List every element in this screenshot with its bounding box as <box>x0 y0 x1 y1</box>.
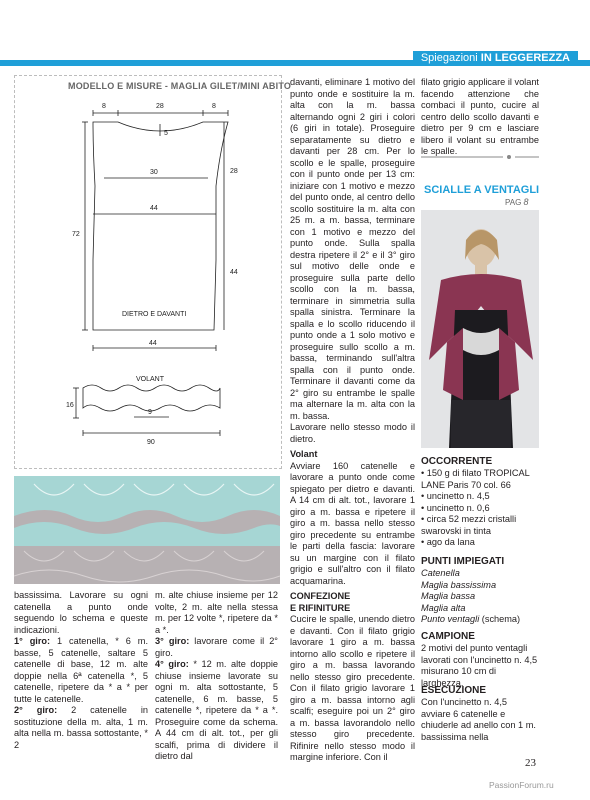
section-tab <box>413 51 578 66</box>
dim-neck-width: 28 <box>156 103 164 110</box>
materials-heading: OCCORRENTE <box>421 456 493 467</box>
section-label: Spiegazioni <box>420 52 478 64</box>
round-3-text: lavorare come il 2° giro. <box>155 636 278 658</box>
section-label-bold: IN LEGGEREZZA <box>480 52 570 64</box>
body-instructions: davanti, eliminare 1 motivo del punto onde e sostituire la m. alta con la m. bassa alternando ogni 2 giri i colori (6 giri in totale). Proseguire separatamente su dietro e davanti per 28 cm. Per lo scollo e le spalle, proseguire con il punto onde per 13 cm: iniziare con 1 motivo e mezzo del punto onde, al centro dello scollo sostituire la m. alta con 25 m. a m. bassa, terminare con 1 motivo e mezzo del punto onde. Sulla spalla destra ripetere il 2° e il 3° giro sul motivo delle onde e proseguire sulla parte dello scollo con la m. bassa, terminare in simmetria sulla spalla sinistra. Terminare la spalla e lo scollo riducendo il punto onde a 1 solo motivo e proseguire sullo scollo a m. bassa, terminando sull'altra spalla con il punto onde. Terminare il davanti come da 2° giro su entrambe le spalle ma alternare la m. alta con la m. bassa. <box>290 77 415 421</box>
materials-item: • ago da lana <box>421 537 475 547</box>
round-2-continued: m. alte chiuse insieme per 12 volte, 2 m. alte nella stessa m. per 12 volte *, ripetere da * a *. <box>155 590 278 635</box>
dim-waist: 44 <box>150 205 158 212</box>
round-1 <box>14 636 148 705</box>
round-3-label: 3° giro: <box>155 636 190 646</box>
gauge-heading: CAMPIONE <box>421 631 475 642</box>
stitches-heading: PUNTI IMPIEGATI <box>421 556 505 567</box>
page-reference <box>505 197 529 207</box>
round-1-label: 1° giro: <box>14 636 51 646</box>
materials-item: • uncinetto n. 4,5 <box>421 491 490 501</box>
knit-detail-photo <box>14 476 280 584</box>
stitch-item: Maglia bassa <box>421 591 476 601</box>
materials-item: • uncinetto n. 0,6 <box>421 502 490 513</box>
round-3 <box>155 636 278 659</box>
finishing-heading-2: E RIFINITURE <box>290 602 351 613</box>
model-photo <box>421 210 539 448</box>
finishing-continued: filato grigio applicare il volant facendo attenzione che combaci il punto, cucire al centro dello scollo davanti e dietro per 9 cm e lasciare libero il volant su entrambe le spalle. <box>421 77 539 156</box>
materials-list <box>421 468 539 549</box>
schema-title: MODELLO E MISURE - MAGLIA GILET/MINI ABITO <box>68 81 292 91</box>
dim-side: 44 <box>230 269 238 276</box>
gauge-text: 2 motivi del punto ventagli lavorati con l'uncinetto n. 4,5 misurano 10 cm di larghezza. <box>421 643 538 688</box>
finishing-heading-1: CONFEZIONE <box>290 591 351 601</box>
page-number: 23 <box>525 757 536 769</box>
volant-heading: Volant <box>290 449 318 459</box>
dim-total-height: 72 <box>72 231 80 238</box>
dim-volant-wave: 9 <box>148 409 152 416</box>
panel-label: DIETRO E DAVANTI <box>122 311 187 318</box>
stitch-item: Maglia bassissima <box>421 579 497 590</box>
materials-item: • 150 g di filato TROPICAL LANE Paris 70 col. 66 <box>421 468 530 490</box>
stitch-item: Catenella <box>421 568 460 578</box>
stitch-item-suffix: (schema) <box>479 614 521 624</box>
dim-right-shoulder: 8 <box>212 103 216 110</box>
instructions-column-2 <box>155 590 278 763</box>
instructions-column-1 <box>14 590 148 751</box>
execution-heading: ESECUZIONE <box>421 685 487 696</box>
round-4-label: 4° giro: <box>155 659 189 669</box>
round-2-text: 2 catenelle in sostituzione della m. alta, 1 m. alta nella m. bassa sottostante, * 2 <box>14 705 148 750</box>
shawl-title: SCIALLE A VENTAGLI <box>424 184 540 196</box>
instructions-column-3 <box>290 77 415 764</box>
section-divider <box>421 154 539 160</box>
stitch-item: Punto ventagli <box>421 614 480 624</box>
dim-bottom: 44 <box>149 340 157 347</box>
round-2-label: 2° giro: <box>14 705 58 715</box>
stitch-item: Maglia alta <box>421 602 466 613</box>
round-1-text: 1 catenella, * 6 m. basse, 5 catenelle, saltare 5 catenelle di base, 12 m. alte doppie nella 6ª catenella *, 5 catenelle, ripetere da * a * per tutte le catenelle. <box>14 636 148 704</box>
volant-instructions: Avviare 160 catenelle e lavorare a punto onde come spiegato per dietro e davanti. A 14 cm di alt. tot., lavorare 1 giro a m. bassa e ripetere il giro a m. bassa nello stesso giro precedente su entrambe le parti della fascia: lavorare su un margine con il filato grigio e sull'altro con il filato acquamarina. <box>290 460 415 586</box>
dim-neck-depth: 5 <box>164 130 168 137</box>
page-reference-prefix: PAG <box>505 198 522 207</box>
execution-text: Con l'uncinetto n. 4,5 avviare 6 catenelle e chiuderle ad anello con 1 m. bassissima nella <box>421 697 536 742</box>
pattern-schema <box>14 90 280 462</box>
dim-volant-width: 90 <box>147 439 155 446</box>
page-reference-number: 8 <box>523 197 529 207</box>
instructions-intro: bassissima. Lavorare su ogni catenella a punto onde seguendo lo schema e queste indicazioni. <box>14 590 148 635</box>
dim-left-shoulder: 8 <box>102 103 106 110</box>
instructions-column-4 <box>421 77 539 158</box>
round-4-text: * 12 m. alte doppie chiuse insieme lavorate su ogni m. alta sottostante, 5 catenelle, 6 m. basse, 5 catenelle *, ripetere da * a *. Proseguire come da schema. A 44 cm di alt. tot., per gli scalfi, prima di dividere il dietro dal <box>155 659 278 761</box>
dim-chest: 30 <box>150 169 158 176</box>
volant-label: VOLANT <box>136 376 165 383</box>
dim-armhole: 28 <box>230 168 238 175</box>
round-4 <box>155 659 278 763</box>
stitches-list <box>421 568 539 626</box>
back-instructions: Lavorare nello stesso modo il dietro. <box>290 422 415 444</box>
finishing-instructions: Cucire le spalle, unendo dietro e davanti. Con il filato grigio lavorare 1 giro a m. bassa intorno allo scollo e ripetere il giro a m. bassa lavorando nello stesso giro precedente. Con il filato grigio lavorare 1 giro a m. bassa intorno agli scalfi; eseguire poi un 2° giro a m. bassa lavorandolo nello stesso giro precedente. Rifinire nello stesso modo il margine inferiore. Con il <box>290 614 415 762</box>
round-2 <box>14 705 148 751</box>
materials-item: • circa 52 mezzi cristalli swarovski in tinta <box>421 514 517 536</box>
watermark: PassionForum.ru <box>489 780 554 790</box>
dim-volant-height: 16 <box>66 402 74 409</box>
